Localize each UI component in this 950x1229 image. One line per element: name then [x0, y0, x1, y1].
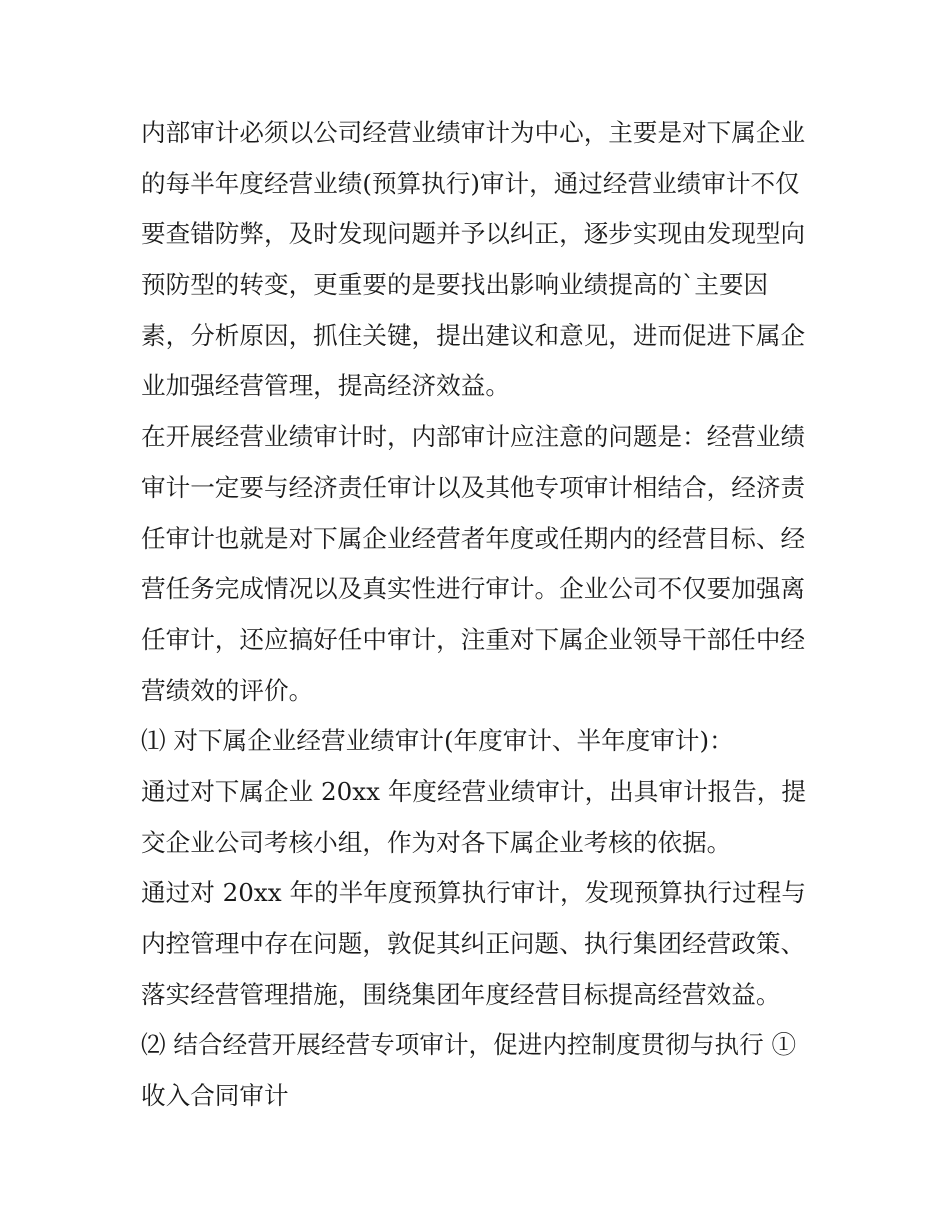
text-line: 内控管理中存在问题，敦促其纠正问题、执行集团经营政策、	[141, 929, 806, 958]
text-line: 要查错防弊，及时发现问题并予以纠正，逐步实现由发现型向	[141, 219, 806, 249]
text-line: 营任务完成情况以及真实性进行审计。企业公司不仅要加强离	[141, 574, 806, 604]
text-line: 的每半年度经营业绩(预算执行)审计，通过经营业绩审计不仅	[141, 168, 800, 198]
text-line: 落实经营管理措施，围绕集团年度经营目标提高经营效益。	[141, 979, 781, 1009]
text-line: 通过对下属企业 20xx 年度经营业绩审计，出具审计报告，提	[141, 776, 806, 806]
text-line: 素，分析原因，抓住关键，提出建议和意见，进而促进下属企	[141, 320, 806, 350]
text-line: 审计一定要与经济责任审计以及其他专项审计相结合，经济责	[141, 472, 806, 502]
document-body	[141, 108, 817, 1122]
text-line: 预防型的转变，更重要的是要找出影响业绩提高的`主要因	[141, 270, 769, 300]
text-line: ⑴ 对下属企业经营业绩审计(年度审计、半年度审计)：	[141, 726, 734, 756]
text-line: 业加强经营管理，提高经济效益。	[141, 371, 510, 401]
text-line: 任审计也就是对下属企业经营者年度或任期内的经营目标、经	[141, 523, 806, 553]
text-line: 通过对 20xx 年的半年度预算执行审计，发现预算执行过程与	[141, 878, 806, 908]
text-line: 任审计，还应搞好任中审计，注重对下属企业领导干部任中经	[141, 624, 806, 654]
text-line: 收入合同审计	[141, 1081, 289, 1111]
text-line: 内部审计必须以公司经营业绩审计为中心，主要是对下属企业	[141, 118, 806, 147]
text-line: 营绩效的评价。	[141, 675, 314, 705]
text-line: 交企业公司考核小组，作为对各下属企业考核的依据。	[141, 827, 732, 857]
text-line: ⑵ 结合经营开展经营专项审计，促进内控制度贯彻与执行 ①	[141, 1030, 797, 1060]
text-line: 在开展经营业绩审计时，内部审计应注意的问题是：经营业绩	[141, 422, 806, 452]
